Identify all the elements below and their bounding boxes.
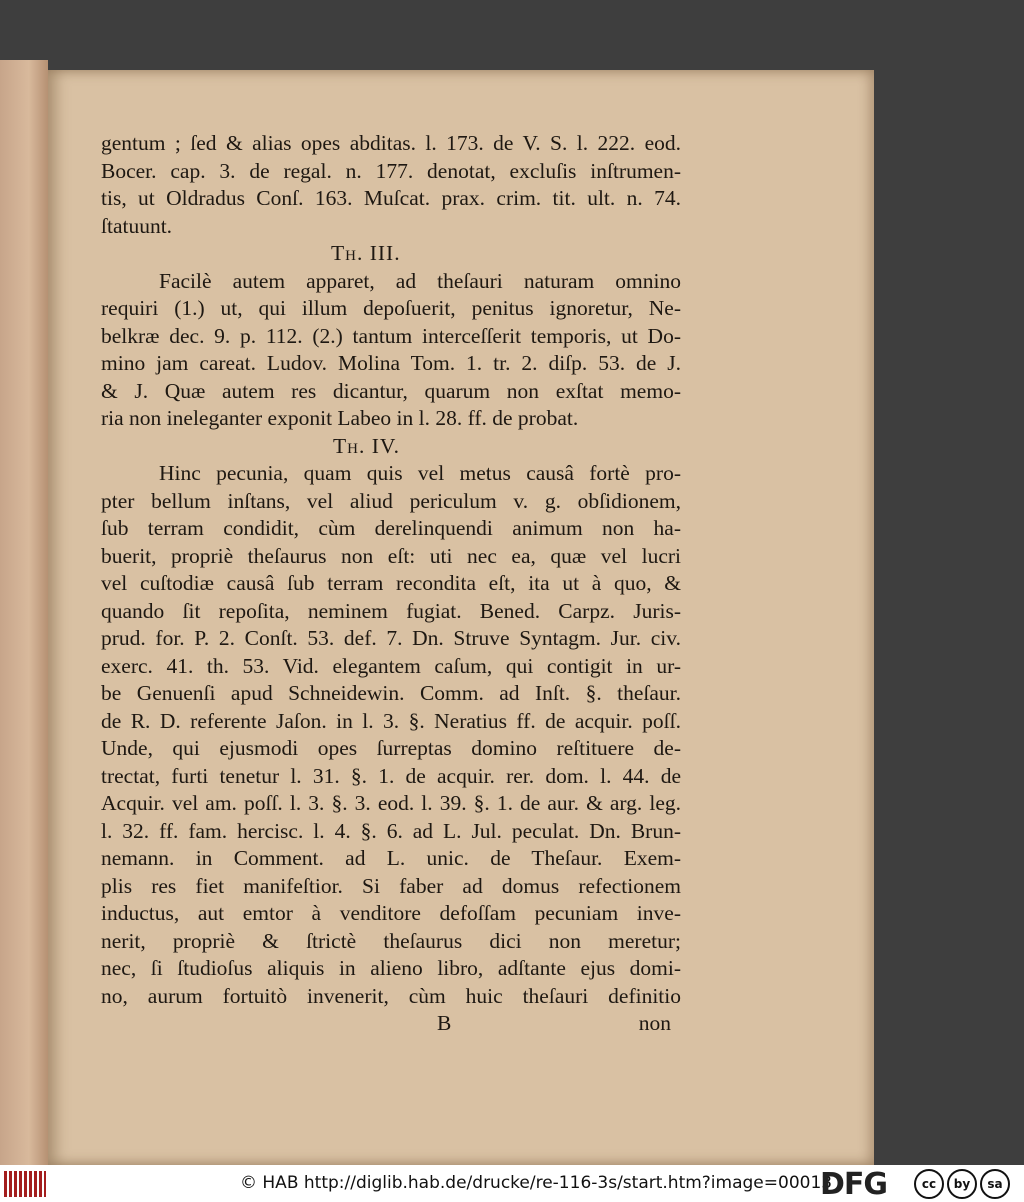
text-line: l. 32. ff. fam. hercisc. l. 4. §. 6. ad L. Jul. peculat. Dn. Brun- — [101, 818, 681, 843]
library-barcode-icon — [4, 1171, 46, 1197]
thesis-heading-4: Th. IV. — [333, 433, 401, 458]
text-line: mino jam careat. Ludov. Molina Tom. 1. tr. 2. diſp. 53. de J. — [101, 351, 681, 375]
book-page — [48, 70, 874, 1165]
text-line: ſtatuunt. — [101, 213, 173, 238]
text-line: plis res fiet manifeſtior. Si faber ad domus refectionem — [101, 873, 681, 898]
dfg-logo: DFG — [820, 1167, 888, 1202]
text-line: gentum ; ſed & alias opes abditas. l. 173. de V. S. l. 222. eod. — [101, 131, 681, 155]
text-line: inductus, aut emtor à venditore defoſſam pecuniam inve- — [101, 901, 681, 925]
text-line: prud. for. P. 2. Conſt. 53. def. 7. Dn. Struve Syntagm. Jur. civ. — [101, 626, 681, 650]
sa-icon: sa — [980, 1169, 1010, 1199]
by-icon: by — [947, 1169, 977, 1199]
text-line: ria non ineleganter exponit Labeo in l. 28. ff. de probat. — [101, 406, 579, 430]
text-line: belkræ dec. 9. p. 112. (2.) tantum interceſſerit temporis, ut Do- — [101, 323, 681, 348]
thesis-heading-3: Th. III. — [331, 241, 401, 265]
text-line: Acquir. vel am. poſſ. l. 3. §. 3. eod. l. 39. §. 1. de aur. & arg. leg. — [101, 791, 681, 815]
paragraph-first-line: Hinc pecunia, quam quis vel metus causâ fortè pro- — [159, 461, 681, 485]
facing-page-edge — [0, 60, 48, 1165]
text-line: nec, ſi ſtudioſus aliquis in alieno libro, adſtante ejus domi- — [101, 956, 681, 980]
text-line: requiri (1.) ut, qui illum depoſuerit, penitus ignoretur, Ne- — [101, 296, 681, 320]
cc-icon: cc — [914, 1169, 944, 1199]
license-badges[interactable] — [914, 1168, 1018, 1199]
text-line: nemann. in Comment. ad L. unic. de Theſaur. Exem- — [101, 846, 681, 870]
paragraph-first-line: Facilè autem apparet, ad theſauri naturam omnino — [159, 268, 681, 293]
text-line: no, aurum fortuitò invenerit, cùm huic theſauri definitio — [101, 983, 681, 1008]
citation-link[interactable]: © HAB http://diglib.hab.de/drucke/re-116-3s/start.htm?image=00013 — [240, 1173, 833, 1193]
text-line: exerc. 41. th. 53. Vid. elegantem caſum, qui contigit in ur- — [101, 653, 681, 678]
text-line: quando ſit repoſita, neminem fugiat. Bened. Carpz. Juris- — [101, 598, 681, 623]
text-line: & J. Quæ autem res dicantur, quarum non exſtat memo- — [101, 378, 681, 403]
text-line: Bocer. cap. 3. de regal. n. 177. denotat, excluſis inſtrumen- — [101, 158, 681, 183]
viewer-footer — [0, 1165, 1024, 1202]
text-line: trectat, furti tenetur l. 31. §. 1. de acquir. rer. dom. l. 44. de — [101, 763, 681, 788]
text-line: vel cuſtodiæ causâ ſub terram recondita eſt, ita ut à quo, & — [101, 571, 681, 595]
page-foot — [101, 1010, 681, 1038]
text-line: Unde, qui ejusmodi opes ſurreptas domino reſtituere de- — [101, 736, 681, 760]
text-line: pter bellum inſtans, vel aliud periculum v. g. obſidionem, — [101, 488, 681, 513]
text-line: be Genuenſi apud Schneidewin. Comm. ad Inſt. §. theſaur. — [101, 681, 681, 705]
catchword: non — [638, 1011, 671, 1035]
text-line: nerit, propriè & ſtrictè theſaurus dici non meretur; — [101, 928, 681, 953]
text-line: ſub terram condidit, cùm derelinquendi animum non ha- — [101, 516, 681, 540]
text-line: tis, ut Oldradus Conſ. 163. Muſcat. prax. crim. tit. ult. n. 74. — [101, 186, 681, 210]
text-line: de R. D. referente Jaſon. in l. 3. §. Neratius ff. de acquir. poſſ. — [101, 708, 681, 733]
signature-mark: B — [437, 1011, 452, 1035]
text-line: buerit, propriè theſaurus non eſt: uti nec ea, quæ vel lucri — [101, 543, 681, 568]
page-text — [101, 130, 681, 1038]
